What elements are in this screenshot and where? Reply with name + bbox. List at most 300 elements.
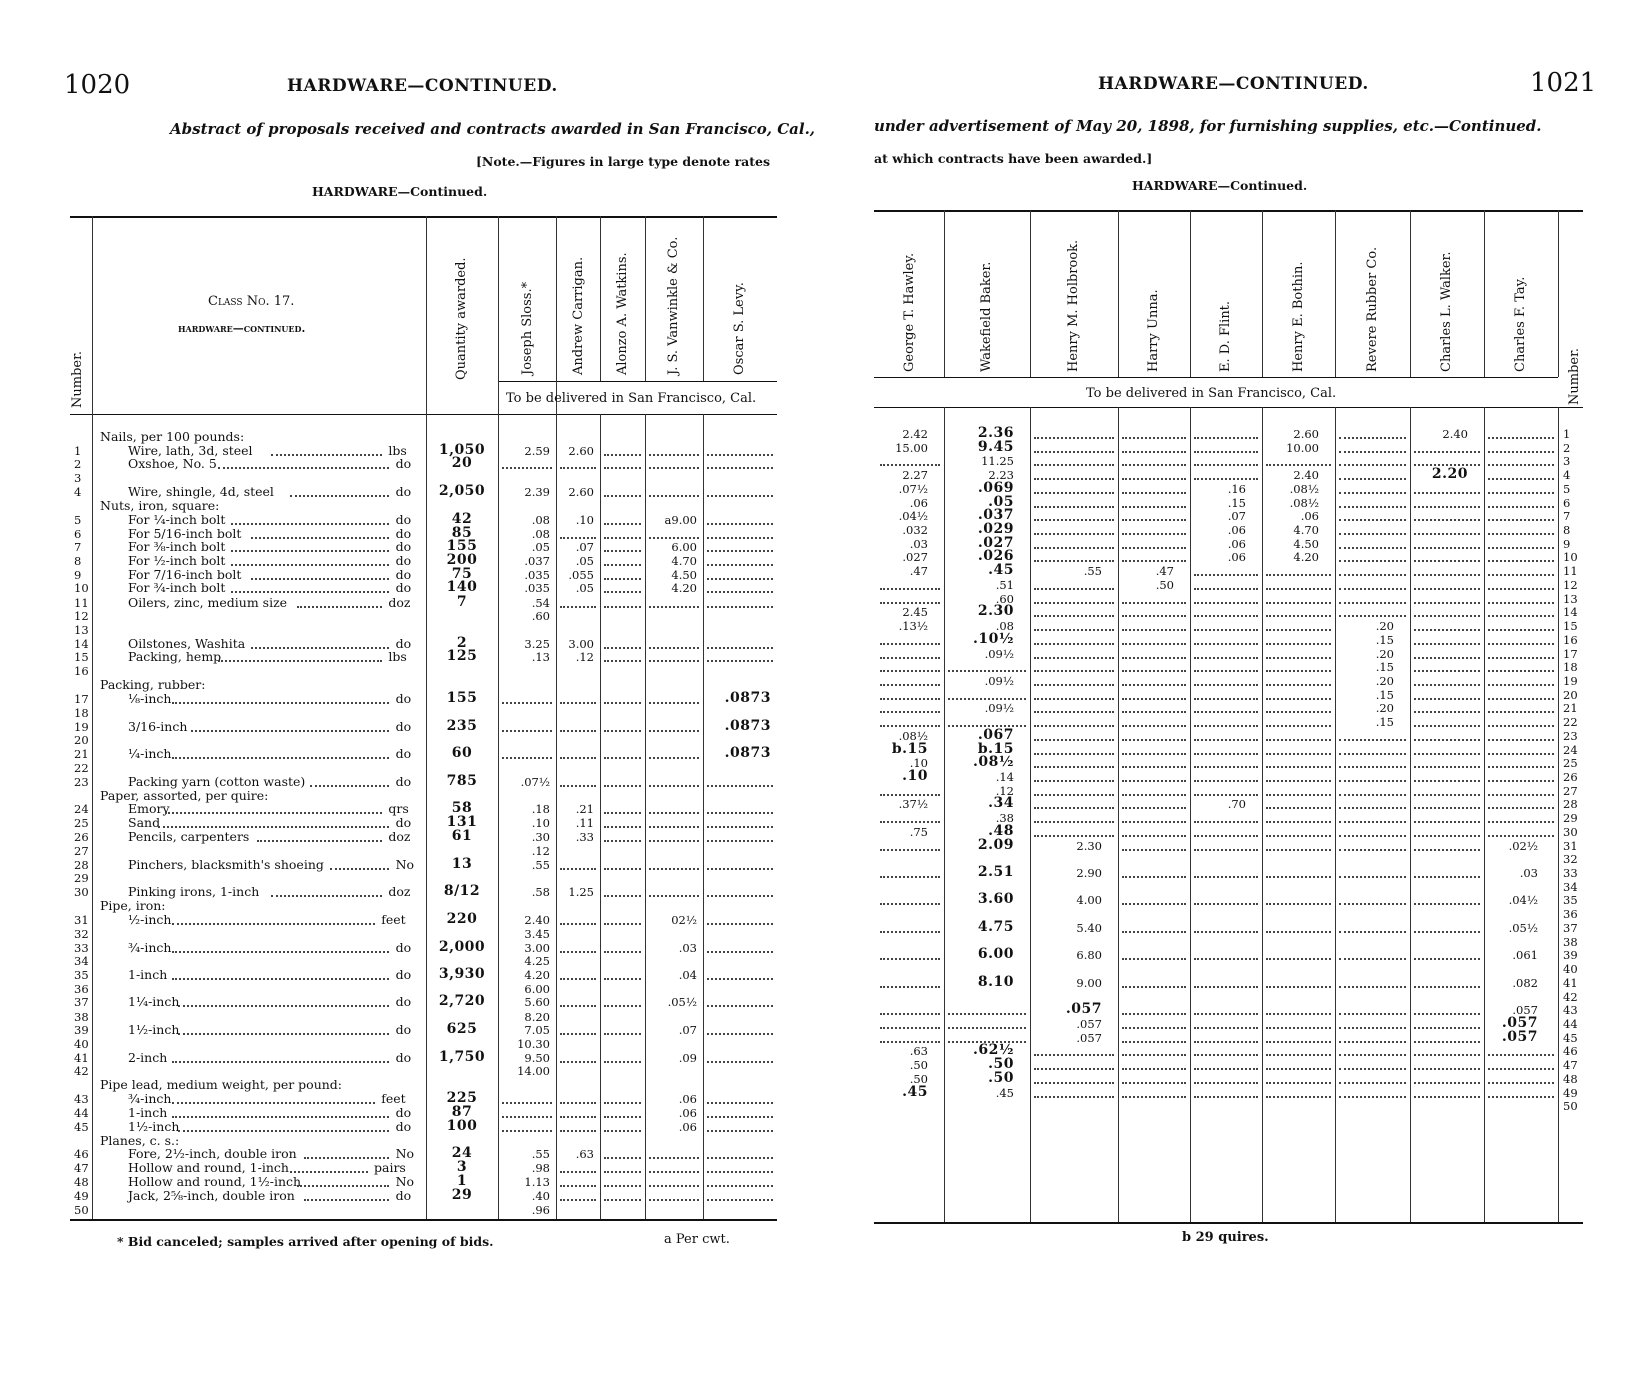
row-number: 31 [74, 912, 89, 927]
row-number: 44 [74, 1106, 89, 1121]
quantity-awarded: 2,050 [438, 482, 486, 499]
bid-value: .34 [988, 795, 1014, 812]
quantity-awarded: 220 [446, 910, 478, 927]
item-name: Fore, 2½-inch, double iron [128, 1146, 297, 1162]
bidder-header: Alonzo A. Watkins. [615, 252, 630, 375]
row-number: 35 [74, 967, 89, 982]
unit-label: do [395, 539, 412, 555]
row-number: 45 [74, 1119, 89, 1134]
bid-value: 02½ [671, 912, 697, 927]
row-number: 17 [1563, 646, 1578, 661]
right-page-number: 1021 [1530, 68, 1597, 98]
row-number: 30 [74, 885, 89, 900]
group-heading: Pipe, iron: [100, 897, 166, 913]
row-number: 32 [74, 926, 89, 941]
row-number: 24 [74, 802, 89, 817]
quantity-awarded: 24 [451, 1145, 473, 1162]
row-number: 15 [1563, 619, 1578, 634]
bid-value: 11.25 [981, 454, 1014, 469]
bid-value: 4.20 [1293, 550, 1319, 565]
unit-label: do [395, 718, 412, 734]
bid-value: .035 [524, 581, 550, 596]
unit-label: doz [388, 828, 411, 844]
bid-value: .09½ [984, 646, 1014, 661]
item-name: Packing, hemp [128, 649, 222, 665]
row-number: 11 [74, 595, 89, 610]
bid-value: .082 [1512, 975, 1538, 990]
group-heading: Nuts, iron, square: [100, 497, 220, 513]
bid-value: .07 [575, 540, 594, 555]
bidder-header: Charles F. Tay. [1513, 276, 1528, 372]
bid-value: .08 [995, 619, 1014, 634]
bid-value: 2.27 [902, 468, 928, 483]
item-name: For 7/16-inch bolt [128, 566, 242, 582]
bid-value: 2.40 [1442, 427, 1468, 441]
row-number: 25 [1563, 756, 1578, 771]
bid-value: .0873 [724, 690, 771, 707]
unit-label: qrs [388, 801, 409, 817]
bid-value: .14 [995, 770, 1014, 784]
bid-value: .06 [678, 1119, 697, 1134]
unit-label: No [395, 856, 415, 872]
quantity-awarded: 2,000 [438, 938, 486, 955]
bid-value: 8.10 [977, 973, 1014, 990]
bid-value: .75 [909, 824, 928, 839]
row-number: 22 [1563, 715, 1578, 730]
bid-value: .13½ [898, 619, 928, 634]
row-number: 50 [1563, 1099, 1578, 1114]
bid-value: .40 [531, 1188, 550, 1203]
bid-value: .061 [1512, 948, 1538, 963]
unit-label: doz [388, 594, 411, 610]
bid-value: .50 [988, 1056, 1014, 1073]
bid-value: .067 [977, 726, 1014, 743]
left-running-head: HARDWARE—CONTINUED. [287, 76, 558, 96]
quantity-awarded: 42 [451, 510, 473, 527]
item-name: For 5/16-inch bolt [128, 525, 242, 541]
bid-value: 2.40 [524, 912, 550, 927]
right-delivery-header: To be delivered in San Francisco, Cal. [1086, 386, 1337, 401]
bid-value: 1.13 [524, 1175, 550, 1190]
row-number: 34 [74, 954, 89, 969]
group-heading: Packing, rubber: [100, 677, 206, 693]
bidder-header: Joseph Sloss.* [520, 281, 535, 375]
item-name: 3/16-inch [128, 718, 188, 734]
row-number: 9 [1563, 536, 1571, 551]
row-number: 9 [74, 567, 82, 582]
unit-label: do [395, 994, 412, 1010]
bid-value: 9.45 [977, 438, 1014, 455]
bid-value: .10½ [973, 630, 1014, 647]
row-number: 32 [1563, 852, 1578, 867]
bid-value: 3.60 [977, 891, 1014, 908]
right-number-header: Number. [1567, 347, 1582, 405]
left-abstract-title: Abstract of proposals received and contracts awarded in San Francisco, Cal., [170, 120, 816, 138]
bid-value: .08 [531, 512, 550, 527]
row-number: 39 [74, 1023, 89, 1038]
item-name: ¾-inch [128, 939, 172, 955]
quantity-awarded: 155 [446, 690, 478, 707]
item-name: Hollow and round, 1½-inch [128, 1174, 302, 1190]
bid-value: .029 [977, 521, 1014, 538]
row-number: 41 [74, 1050, 89, 1065]
bidder-header: Henry M. Holbrook. [1066, 239, 1081, 372]
row-number: 5 [1563, 481, 1571, 496]
row-number: 21 [1563, 701, 1578, 716]
bid-value: .03 [1519, 866, 1538, 881]
bid-value: .08½ [1289, 481, 1319, 496]
item-name: ¼-inch [128, 745, 172, 761]
row-number: 26 [1563, 770, 1578, 784]
item-name: For ½-inch bolt [128, 552, 226, 568]
bid-value: .04½ [1508, 893, 1538, 908]
bid-value: 1.25 [568, 885, 594, 900]
row-number: 49 [1563, 1085, 1578, 1100]
row-number: 23 [1563, 728, 1578, 743]
bid-value: .057 [1076, 1016, 1102, 1031]
bid-value: .10 [902, 768, 928, 784]
row-number: 16 [74, 664, 89, 679]
unit-label: do [395, 1118, 412, 1134]
group-heading: Nails, per 100 pounds: [100, 429, 245, 444]
item-name: Emory [128, 801, 170, 817]
quantity-awarded: 2 [456, 634, 468, 651]
bid-value: .47 [909, 564, 928, 579]
bid-value: .15 [1375, 632, 1394, 647]
quantity-awarded: 61 [451, 827, 473, 844]
quantity-awarded: 1,050 [438, 441, 486, 458]
group-heading: Pipe lead, medium weight, per pound: [100, 1077, 343, 1093]
bid-value: .37½ [898, 797, 928, 812]
bid-value: .06 [909, 495, 928, 510]
row-number: 25 [74, 816, 89, 830]
bid-value: .11 [575, 816, 594, 830]
row-number: 13 [1563, 591, 1578, 606]
bid-value: 3.25 [524, 636, 550, 651]
bid-value: .06 [678, 1106, 697, 1121]
row-number: 22 [74, 761, 89, 776]
row-number: 6 [1563, 495, 1571, 510]
row-number: 47 [74, 1160, 89, 1175]
row-number: 26 [74, 829, 89, 844]
row-number: 46 [1563, 1044, 1578, 1059]
bid-value: 2.39 [524, 484, 550, 499]
unit-label: feet [381, 911, 406, 927]
item-name: 1-inch [128, 1105, 168, 1121]
row-number: 27 [1563, 783, 1578, 798]
item-name: For ⅜-inch bolt [128, 539, 226, 555]
group-heading: Paper, assorted, per quire: [100, 787, 269, 803]
bid-value: .16 [1227, 481, 1246, 496]
bid-value: .057 [1501, 1028, 1538, 1045]
bid-value: .50 [909, 1071, 928, 1086]
class-subheading: hardware—continued. [178, 322, 306, 335]
bid-value: .04½ [898, 509, 928, 524]
bid-value: .037 [977, 507, 1014, 524]
bid-value: 2.30 [1076, 838, 1102, 853]
bid-value: 4.50 [1293, 536, 1319, 551]
row-number: 8 [74, 553, 82, 568]
quantity-awarded: 125 [446, 648, 478, 665]
row-number: 39 [1563, 948, 1578, 963]
bid-value: .33 [575, 829, 594, 844]
quantity-awarded: 225 [446, 1090, 478, 1107]
unit-label: do [395, 815, 412, 830]
quantity-awarded: 29 [451, 1186, 473, 1203]
bid-value: 2.60 [1293, 427, 1319, 441]
row-number: 40 [1563, 962, 1578, 977]
bid-value: .0873 [724, 717, 771, 734]
bid-value: .54 [531, 595, 550, 610]
bid-value: 4.00 [1076, 893, 1102, 908]
unit-label: No [395, 1174, 415, 1190]
unit-label: do [395, 566, 412, 582]
row-number: 30 [1563, 824, 1578, 839]
bid-value: 2.59 [524, 443, 550, 458]
bid-value: .05 [531, 540, 550, 555]
row-number: 49 [74, 1188, 89, 1203]
bid-value: .09½ [984, 701, 1014, 716]
bid-value: 4.50 [671, 567, 697, 582]
row-number: 38 [1563, 934, 1578, 949]
bid-value: 15.00 [895, 440, 928, 455]
bid-value: 5.40 [1076, 920, 1102, 935]
unit-label: lbs [388, 649, 407, 665]
row-number: 2 [74, 457, 82, 472]
bid-value: 2.40 [1293, 468, 1319, 483]
quantity-awarded: 200 [446, 551, 478, 568]
row-number: 14 [74, 636, 89, 651]
row-number: 43 [1563, 1003, 1578, 1018]
row-number: 50 [74, 1202, 89, 1217]
bid-value: .55 [1083, 564, 1102, 579]
right-note: at which contracts have been awarded.] [874, 151, 1153, 166]
row-number: 15 [74, 650, 89, 665]
item-name: Wire, shingle, 4d, steel [128, 483, 274, 499]
bid-value: .12 [575, 650, 594, 665]
bid-value: 3.00 [524, 940, 550, 955]
bid-value: .035 [524, 567, 550, 582]
bid-value: .45 [902, 1083, 928, 1100]
unit-label: do [395, 1105, 412, 1121]
bid-value: .62½ [973, 1042, 1014, 1059]
bid-value: .05½ [1508, 920, 1538, 935]
item-name: Wire, lath, 3d, steel [128, 442, 253, 458]
bid-value: 2.60 [568, 484, 594, 499]
bid-value: 4.70 [1293, 523, 1319, 538]
row-number: 12 [74, 609, 89, 624]
row-number: 37 [1563, 920, 1578, 935]
quantity-awarded: 235 [446, 717, 478, 734]
row-number: 23 [74, 774, 89, 789]
quantity-awarded: 58 [451, 800, 473, 817]
row-number: 3 [1563, 454, 1571, 469]
bid-value: .057 [1501, 1014, 1538, 1031]
item-name: Hollow and round, 1-inch [128, 1159, 289, 1175]
bid-value: 10.00 [1286, 440, 1319, 455]
bid-value: .70 [1227, 797, 1246, 812]
quantity-awarded: 2,720 [438, 993, 486, 1010]
bid-value: .027 [902, 550, 928, 565]
bid-value: .55 [531, 1147, 550, 1162]
quantity-awarded: 20 [451, 455, 473, 472]
quantity-header: Quantity awarded. [454, 257, 469, 380]
row-number: 47 [1563, 1058, 1578, 1073]
quantity-awarded: 75 [451, 565, 473, 582]
row-number: 18 [74, 705, 89, 720]
unit-label: No [395, 1146, 415, 1162]
item-name: Oilers, zinc, medium size [128, 594, 288, 610]
item-name: Pinking irons, 1-inch [128, 884, 260, 900]
unit-label: do [395, 525, 412, 541]
row-number: 8 [1563, 523, 1571, 538]
bid-value: .47 [1155, 564, 1174, 579]
bid-value: .05½ [667, 995, 697, 1010]
bid-value: .027 [977, 534, 1014, 551]
bid-value: 2.30 [977, 603, 1014, 620]
item-name: Pencils, carpenters [128, 828, 250, 844]
bid-value: .09½ [984, 673, 1014, 688]
row-number: 13 [74, 623, 89, 637]
right-abstract-title: under advertisement of May 20, 1898, for furnishing supplies, etc.—Continued. [874, 117, 1542, 135]
bid-value: .13 [531, 650, 550, 665]
row-number: 33 [1563, 866, 1578, 881]
row-number: 28 [1563, 797, 1578, 812]
bid-value: 8.20 [524, 1009, 550, 1024]
quantity-awarded: 3,930 [438, 965, 486, 982]
unit-label: lbs [388, 442, 407, 458]
bid-value: 10.30 [517, 1037, 550, 1051]
bid-value: .07½ [898, 481, 928, 496]
bid-value: .50 [1155, 577, 1174, 592]
bidder-header: Charles L. Walker. [1439, 251, 1454, 372]
bidder-header: George T. Hawley. [902, 252, 917, 372]
row-number: 11 [1563, 564, 1578, 579]
left-number-header: Number. [70, 350, 85, 408]
bid-value: .06 [1227, 550, 1246, 565]
unit-label: do [395, 580, 412, 596]
item-name: 2-inch [128, 1049, 168, 1065]
quantity-awarded: 13 [451, 855, 473, 872]
bid-value: b.15 [891, 740, 928, 757]
bid-value: .60 [995, 591, 1014, 606]
bid-value: .21 [575, 802, 594, 817]
item-name: 1½-inch [128, 1118, 180, 1134]
row-number: 27 [74, 844, 89, 858]
bid-value: .58 [531, 885, 550, 900]
bid-value: .08 [531, 526, 550, 541]
unit-label: do [395, 939, 412, 955]
quantity-awarded: 60 [451, 744, 473, 761]
bid-value: .30 [531, 829, 550, 844]
bid-value: 6.80 [1076, 948, 1102, 963]
bid-value: .08½ [1289, 495, 1319, 510]
bid-value: .51 [995, 577, 1014, 592]
row-number: 19 [1563, 673, 1578, 688]
footnote-a: a Per cwt. [664, 1232, 730, 1247]
bid-value: .057 [1076, 1030, 1102, 1045]
quantity-awarded: 1 [456, 1173, 468, 1190]
bid-value: .069 [977, 479, 1014, 496]
bid-value: .04 [678, 967, 697, 982]
row-number: 1 [74, 443, 82, 458]
bid-value: .20 [1375, 619, 1394, 634]
unit-label: do [395, 745, 412, 761]
row-number: 2 [1563, 440, 1571, 455]
item-name: Oxshoe, No. 5 [128, 456, 217, 472]
bid-value: .08½ [973, 754, 1014, 771]
bid-value: 2.45 [902, 605, 928, 620]
bid-value: 4.20 [524, 967, 550, 982]
row-number: 7 [74, 540, 82, 555]
bid-value: .032 [902, 523, 928, 538]
bid-value: 7.05 [524, 1023, 550, 1038]
row-number: 21 [74, 746, 89, 761]
bid-value: .06 [1227, 536, 1246, 551]
row-number: 42 [1563, 989, 1578, 1004]
quantity-awarded: 7 [456, 593, 468, 610]
bid-value: b.15 [977, 740, 1014, 757]
bid-value: .20 [1375, 701, 1394, 716]
bid-value: 2.60 [568, 443, 594, 458]
item-name: Jack, 2⅝-inch, double iron [128, 1187, 295, 1203]
bid-value: 4.25 [524, 954, 550, 969]
right-section-heading: HARDWARE—Continued. [1132, 178, 1308, 193]
footnote-star: * Bid canceled; samples arrived after opening of bids. [117, 1234, 494, 1249]
left-page-number: 1020 [64, 70, 131, 100]
unit-label: do [395, 1022, 412, 1038]
bid-value: .50 [988, 1069, 1014, 1086]
bid-value: 2.90 [1076, 866, 1102, 881]
unit-label: do [395, 966, 412, 982]
bid-value: .055 [568, 567, 594, 582]
unit-label: do [395, 1049, 412, 1065]
bid-value: .55 [531, 857, 550, 872]
bid-value: 14.00 [517, 1064, 550, 1079]
bid-value: 6.00 [671, 540, 697, 555]
bid-value: .06 [1227, 523, 1246, 538]
quantity-awarded: 3 [456, 1158, 468, 1175]
unit-label: do [395, 691, 412, 707]
class-heading: Class No. 17. [208, 294, 295, 309]
row-number: 29 [74, 871, 89, 886]
unit-label: pairs [374, 1159, 406, 1175]
bid-value: 4.20 [671, 581, 697, 596]
row-number: 40 [74, 1037, 89, 1051]
bid-value: 9.00 [1076, 975, 1102, 990]
row-number: 7 [1563, 509, 1571, 524]
bid-value: .07 [1227, 509, 1246, 524]
bid-value: .45 [988, 562, 1014, 579]
bid-value: .96 [531, 1202, 550, 1217]
row-number: 10 [1563, 550, 1578, 565]
item-name: 1½-inch [128, 1022, 180, 1038]
bid-value: .60 [531, 609, 550, 624]
row-number: 4 [74, 484, 82, 499]
bid-value: 4.75 [977, 918, 1014, 935]
item-name: Packing yarn (cotton waste) [128, 773, 306, 789]
bid-value: 9.50 [524, 1050, 550, 1065]
row-number: 48 [74, 1175, 89, 1190]
bid-value: .15 [1227, 495, 1246, 510]
row-number: 6 [74, 526, 82, 541]
bidder-header: Revere Rubber Co. [1364, 246, 1380, 372]
row-number: 19 [74, 719, 89, 734]
unit-label: doz [388, 884, 411, 900]
quantity-awarded: 131 [446, 814, 478, 830]
bid-value: 4.70 [671, 553, 697, 568]
row-number: 20 [1563, 687, 1578, 702]
